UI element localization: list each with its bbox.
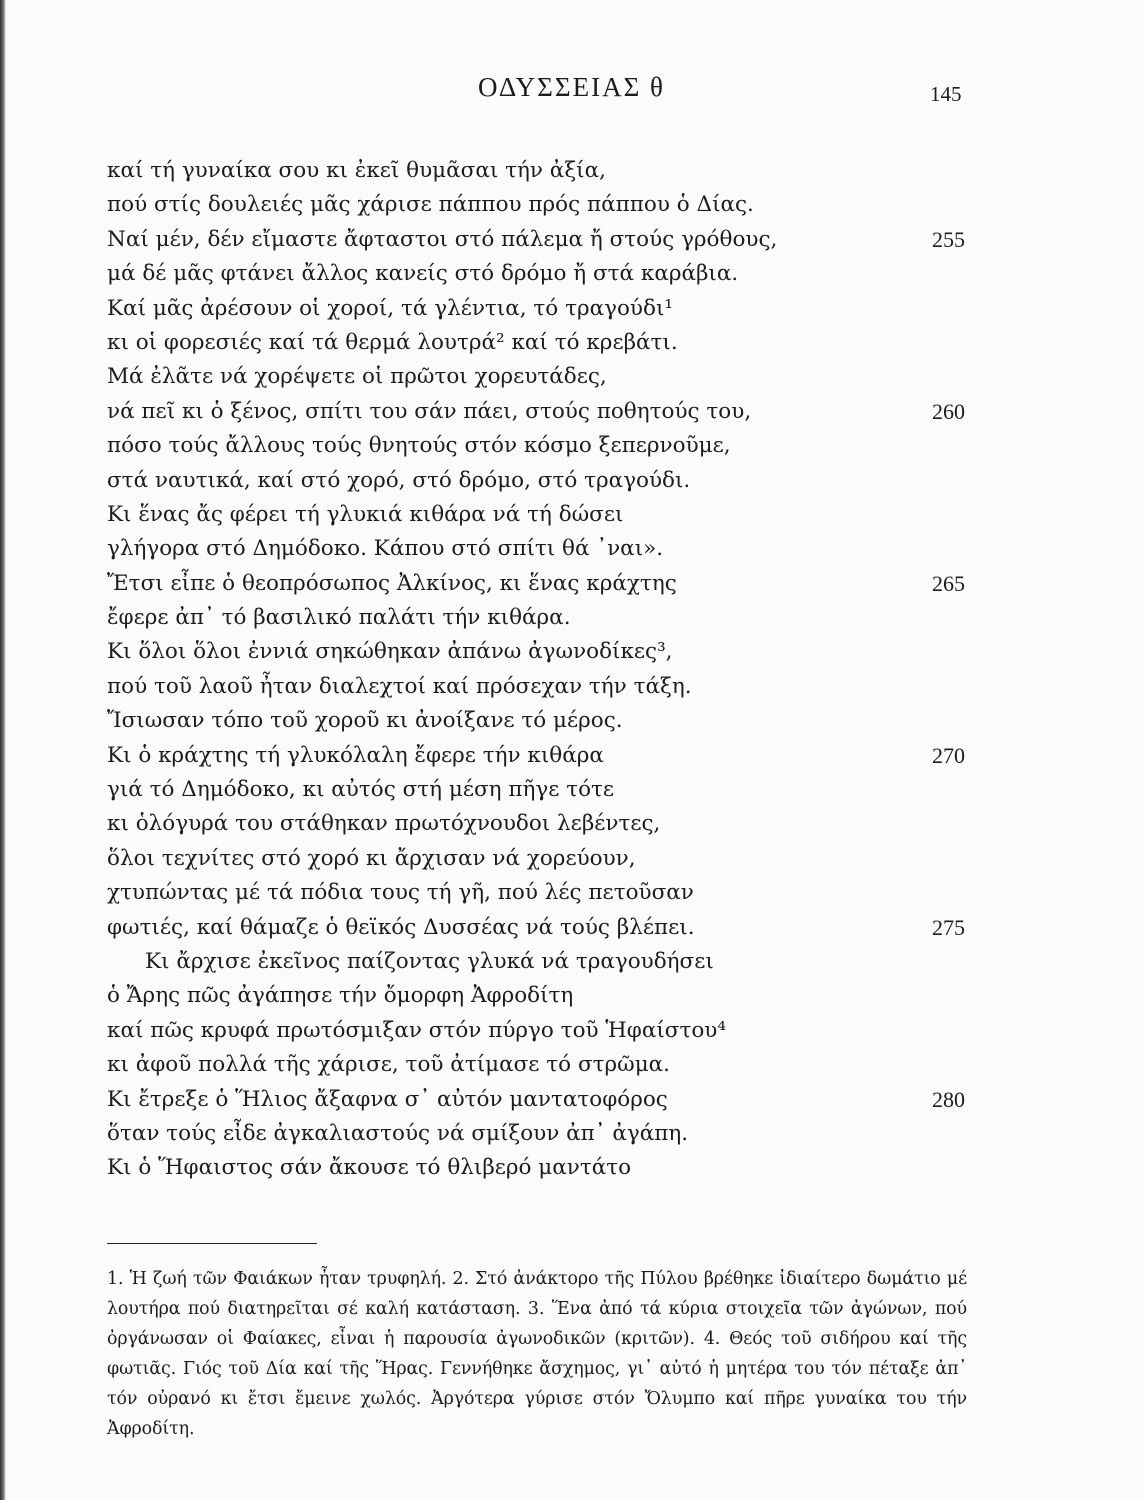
verse-line [107,326,975,360]
verse-text: ὁ Ἄρης πῶς ἀγάπησε τήν ὄμορφη Ἀφροδίτη [107,983,574,1009]
footnotes: 1. Ἡ ζωή τῶν Φαιάκων ἦταν τρυφηλή. 2. Στό ἀνάκτορο τῆς Πύλου βρέθηκε ἰδιαίτερο δωμάτιο μέ λουτήρα πού διατηρεῖται σέ καλή κατάσταση. 3. Ἕνα ἀπό τά κύρια στοιχεῖα τῶν ἀγώνων, πού ὀργάνωσαν οἱ Φαίακες, εἶναι ἡ παρουσία ἀγωνοδικῶν (κριτῶν). 4. Θεός τοῦ σιδήρου καί τῆς φωτιᾶς. Γιός τοῦ Δία καί τῆς Ἥρας. Γεννήθηκε ἄσχημος, γι᾽ αὐτό ἡ μητέρα του τόν πέταξε ἀπ᾽ τόν οὐρανό κι ἔτσι ἔμεινε χωλός. Ἀργότερα γύρισε στόν Ὄλυμπο καί πῆρε γυναίκα του τήν Ἀφροδίτη. [107,1269,967,1439]
verse-line [107,188,975,222]
verse-text: καί τή γυναίκα σου κι ἐκεῖ θυμᾶσαι τήν ἀξία, [107,158,606,183]
verse-text: γλήγορα στό Δημόδοκο. Κάπου στό σπίτι θά ᾽ναι». [107,536,664,562]
verse-text: κι ἀφοῦ πολλά τῆς χάρισε, τοῦ ἀτίμασε τό στρῶμα. [107,1052,671,1078]
verse-text: κι οἱ φορεσιές καί τά θερμά λουτρά² καί τό κρεβάτι. [107,329,678,355]
verse-line [107,464,975,498]
verse-text: Μά ἐλᾶτε νά χορέψετε οἱ πρῶτοι χορευτάδες, [107,364,607,390]
verse-line [107,876,975,910]
verse-text: χτυπώντας μέ τά πόδια τους τή γῆ, πού λές πετοῦσαν [107,880,694,906]
verse-line [107,360,975,394]
verse-text: ὅταν τούς εἶδε ἀγκαλιαστούς νά σμίξουν ἀπ᾽ ἀγάπη. [107,1120,689,1146]
verse-line [107,911,975,945]
verse-text: Κι ἄρχισε ἐκεῖνος παίζοντας γλυκά νά τραγουδήσει [145,948,714,974]
verse-text: Κι ὅλοι ὅλοι ἐννιά σηκώθηκαν ἀπάνω ἀγωνοδίκες³, [107,639,673,665]
verse-line [107,257,975,291]
footnote-divider [107,1243,317,1244]
verse-line [107,773,975,807]
verse-line [107,154,975,188]
verse-line [107,1117,975,1151]
verse-block [107,154,975,1186]
verse-text: στά ναυτικά, καί στό χορό, στό δρόμο, στό τραγούδι. [107,467,691,493]
line-number: 270 [932,742,965,768]
verse-line [107,1083,975,1117]
verse-text: πόσο τούς ἄλλους τούς θνητούς στόν κόσμο ξεπερνοῦμε, [107,433,731,459]
verse-line [107,807,975,841]
verse-line [107,395,975,429]
verse-line [107,498,975,532]
verse-line [107,635,975,669]
verse-line [107,567,975,601]
verse-text: Κι ὁ Ἥφαιστος σάν ἄκουσε τό θλιβερό μαντάτο [107,1155,632,1181]
verse-text: φωτιές, καί θάμαζε ὁ θεϊκός Δυσσέας νά τούς βλέπει. [107,914,695,940]
verse-line [107,670,975,704]
verse-text: Κι ὁ κράχτης τή γλυκόλαλη ἔφερε τήν κιθάρα [107,742,604,768]
page-number: 145 [930,82,962,106]
verse-text: μά δέ μᾶς φτάνει ἄλλος κανείς στό δρόμο ἤ στά καράβια. [107,261,739,287]
verse-line [107,842,975,876]
verse-line [107,1014,975,1048]
verse-text: Καί μᾶς ἀρέσουν οἱ χοροί, τά γλέντια, τό τραγούδι¹ [107,295,673,321]
verse-text: Κι ἕνας ἄς φέρει τή γλυκιά κιθάρα νά τή δώσει [107,501,624,527]
verse-line [107,601,975,635]
verse-line [107,945,975,979]
verse-line [107,1048,975,1082]
verse-text: Κι ἔτρεξε ὁ Ἥλιος ἄξαφνα σ᾽ αὐτόν μαντατοφόρος [107,1086,668,1112]
line-number: 260 [932,398,965,424]
verse-line [107,1151,975,1185]
verse-line [107,979,975,1013]
line-number: 275 [932,914,965,940]
verse-line [107,739,975,773]
verse-text: ὅλοι τεχνίτες στό χορό κι ἄρχισαν νά χορεύουν, [107,845,636,871]
verse-text: καί πῶς κρυφά πρωτόσμιξαν στόν πύργο τοῦ Ἡφαίστου⁴ [107,1017,726,1043]
verse-text: κι ὁλόγυρά του στάθηκαν πρωτόχνουδοι λεβέντες, [107,811,661,837]
verse-line [107,532,975,566]
verse-text: Ναί μέν, δέν εἴμαστε ἄφταστοι στό πάλεμα ἤ στούς γρόθους, [107,226,778,252]
line-number: 255 [932,226,965,252]
verse-text: Ἴσιωσαν τόπο τοῦ χοροῦ κι ἀνοίξανε τό μέρος. [107,708,623,734]
verse-line [107,223,975,257]
line-number: 265 [932,570,965,596]
running-head-title: ΟΔΥΣΣΕΙΑΣ θ [478,72,665,102]
book-binding-shadow [0,0,6,1500]
verse-line [107,292,975,326]
verse-text: ἔφερε ἀπ᾽ τό βασιλικό παλάτι τήν κιθάρα. [107,605,571,631]
verse-text: Ἔτσι εἶπε ὁ θεοπρόσωπος Ἀλκίνος, κι ἕνας κράχτης [107,570,677,596]
verse-text: πού τοῦ λαοῦ ἦταν διαλεχτοί καί πρόσεχαν τήν τάξη. [107,673,692,699]
verse-text: νά πεῖ κι ὁ ξένος, σπίτι του σάν πάει, στούς ποθητούς του, [107,398,752,424]
verse-line [107,704,975,738]
verse-text: γιά τό Δημόδοκο, κι αὐτός στή μέση πῆγε τότε [107,777,615,803]
verse-text: πού στίς δουλειές μᾶς χάρισε πάππου πρός πάππου ὁ Δίας. [107,192,754,218]
line-number: 280 [932,1086,965,1112]
verse-line [107,429,975,463]
